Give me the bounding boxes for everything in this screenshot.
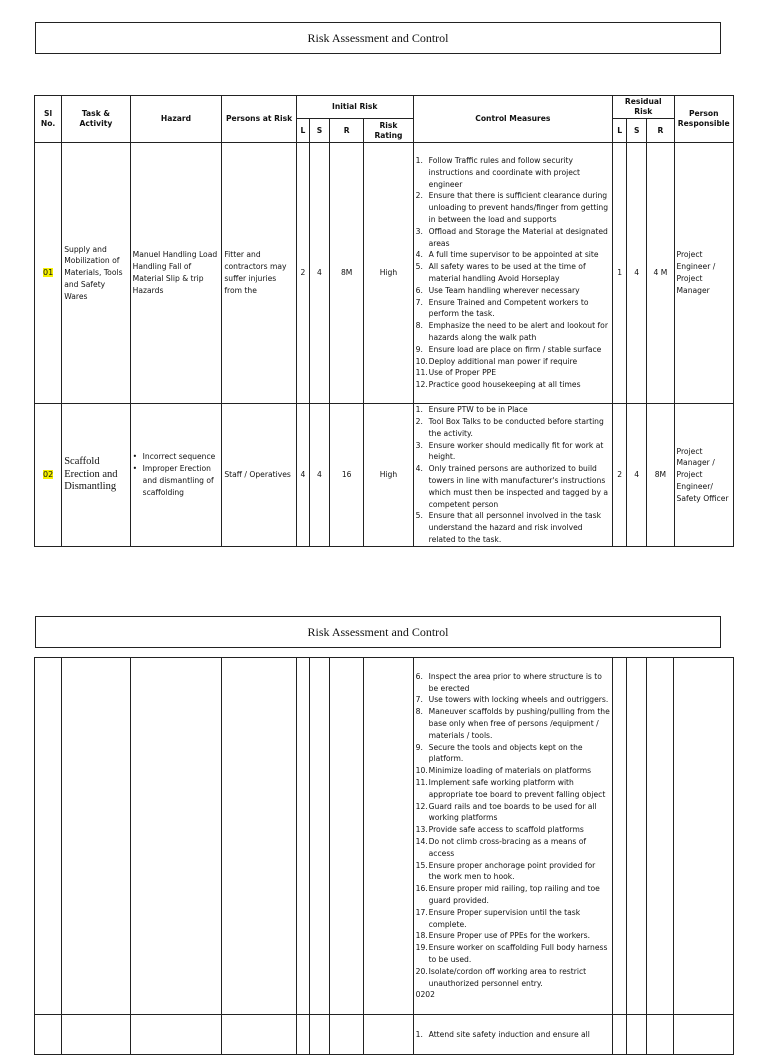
item-number: 9.	[415, 742, 423, 752]
control-measures-list	[416, 155, 610, 391]
list-item	[416, 379, 610, 391]
item-text: Guard rails and toe boards to be used for all working platforms	[428, 801, 597, 823]
item-number: 7.	[415, 695, 423, 705]
item-number: 3.	[415, 440, 423, 450]
list-item	[416, 1029, 610, 1041]
residual-l-cell	[613, 1015, 627, 1055]
initial-l-cell	[296, 1015, 309, 1055]
header-hazard: Hazard	[130, 96, 222, 143]
header-residual-risk: Residual Risk	[613, 96, 674, 119]
residual-r-cell	[647, 1015, 674, 1055]
sl-no-cell	[35, 143, 62, 404]
residual-r-cell: 8M	[647, 404, 674, 547]
item-text: Isolate/cordon off working area to restrict unauthorized personnel entry.	[428, 966, 587, 988]
header-row-1	[35, 96, 734, 119]
header-person-responsible: Person Responsible	[674, 96, 734, 143]
title-text: Risk Assessment and Control	[307, 624, 449, 639]
control-measures-cell	[413, 1015, 612, 1055]
persons-at-risk-cell	[222, 1015, 297, 1055]
list-item	[416, 440, 610, 464]
item-text: Ensure PTW to be in Place	[428, 405, 528, 415]
item-text: Ensure proper mid railing, top railing and toe guard provided.	[428, 884, 600, 905]
initial-s-cell	[309, 658, 329, 1015]
item-number: 2.	[415, 191, 423, 201]
list-item	[416, 801, 610, 825]
item-text: Ensure worker on scaffolding Full body harness to be used.	[428, 943, 608, 964]
item-number: 5.	[415, 511, 423, 521]
initial-r-cell	[330, 658, 364, 1015]
list-item	[416, 367, 610, 379]
item-number: 8.	[415, 321, 423, 331]
item-number: 15.	[415, 860, 428, 870]
item-text: Inspect the area prior to where structure is to be erected	[428, 671, 602, 693]
sl-no-cell	[35, 658, 62, 1015]
item-text: Minimize loading of materials on platforms	[428, 766, 592, 776]
residual-r-cell	[647, 658, 674, 1015]
list-item	[416, 694, 610, 706]
item-text: Use of Proper PPE	[428, 368, 497, 378]
list-item	[416, 404, 610, 416]
task-cell: Scaffold Erection and Dismantling	[62, 404, 130, 547]
residual-l-cell: 2	[613, 404, 627, 547]
list-item	[416, 510, 610, 545]
list-item	[416, 777, 610, 801]
page-title	[35, 22, 721, 54]
item-number: 7.	[415, 297, 423, 307]
list-item	[416, 190, 610, 225]
header-residual-l: L	[613, 119, 627, 143]
item-number: 6.	[415, 671, 423, 681]
item-number: 12.	[415, 801, 428, 811]
list-item	[416, 285, 610, 297]
item-text: Offload and Storage the Material at designated areas	[428, 226, 608, 248]
header-task-activity: Task & Activity	[62, 96, 130, 143]
item-number: 8.	[415, 707, 423, 717]
task-cell	[62, 658, 130, 1015]
risk-table-continued	[34, 657, 734, 1055]
control-measures-cell	[413, 658, 612, 1015]
item-number: 1.	[415, 405, 423, 415]
residual-l-cell: 1	[613, 143, 627, 404]
residual-s-cell	[627, 658, 647, 1015]
list-item	[416, 671, 610, 695]
item-number: 9.	[415, 344, 423, 354]
residual-s-cell: 4	[627, 404, 647, 547]
item-text: Tool Box Talks to be conducted before starting the activity.	[428, 417, 604, 438]
item-text: Incorrect sequence	[142, 452, 216, 462]
item-text: Ensure Proper supervision until the task complete.	[428, 907, 581, 929]
list-item	[416, 966, 610, 990]
item-number: 13.	[415, 825, 428, 835]
item-text: A full time supervisor to be appointed at site	[428, 250, 599, 260]
list-item	[133, 451, 220, 463]
header-sl-no: Sl No.	[35, 96, 62, 143]
table-row	[35, 143, 734, 404]
hazard-list	[133, 451, 220, 498]
item-text: Ensure Trained and Competent workers to perform the task.	[428, 297, 589, 319]
bullet-icon: •	[132, 464, 138, 474]
residual-l-cell	[613, 658, 627, 1015]
hazard-cell: Manuel Handling Load Handling Fall of Material Slip & trip Hazards	[130, 143, 222, 404]
control-measures-list	[416, 404, 610, 546]
item-number: 10.	[415, 356, 428, 366]
item-text: All safety wares to be used at the time of material handling Avoid Horseplay	[428, 262, 586, 283]
list-item	[416, 356, 610, 368]
header-initial-s: S	[309, 119, 329, 143]
list-item	[133, 463, 220, 498]
item-number: 2.	[415, 417, 423, 427]
list-item	[416, 907, 610, 931]
item-text: Practice good housekeeping at all times	[428, 380, 581, 390]
item-text: Use towers with locking wheels and outriggers.	[428, 695, 609, 705]
persons-at-risk-cell: Staff / Operatives	[222, 404, 297, 547]
list-item	[416, 155, 610, 190]
item-text: Implement safe working platform with appropriate toe board to prevent falling object	[428, 778, 606, 799]
persons-at-risk-cell: Fitter and contractors may suffer injuries from the	[222, 143, 297, 404]
list-item	[416, 824, 610, 836]
control-measures-list	[416, 1029, 610, 1041]
list-item	[416, 930, 610, 942]
header-residual-r: R	[647, 119, 674, 143]
footer-code: 0202	[415, 990, 435, 1000]
initial-s-cell: 4	[309, 143, 329, 404]
header-initial-r: R	[330, 119, 364, 143]
header-risk-rating: Risk Rating	[364, 119, 413, 143]
sl-no-highlight: 01	[43, 268, 54, 278]
list-item	[416, 261, 610, 285]
list-item	[416, 416, 610, 440]
item-text: Ensure worker should medically fit for work at height.	[428, 440, 604, 462]
hazard-cell	[130, 1015, 222, 1055]
item-number: 12.	[415, 380, 428, 390]
hazard-cell	[130, 404, 222, 547]
task-cell	[62, 1015, 130, 1055]
initial-l-cell: 2	[296, 143, 309, 404]
item-text: Attend site safety induction and ensure all	[428, 1029, 590, 1039]
item-text: Secure the tools and objects kept on the platform.	[428, 742, 583, 764]
control-measures-list	[416, 671, 610, 990]
residual-r-cell: 4 M	[647, 143, 674, 404]
risk-rating-cell: High	[364, 404, 413, 547]
item-number: 19.	[415, 943, 428, 953]
item-number: 1.	[415, 1029, 423, 1039]
risk-table	[34, 95, 734, 547]
residual-s-cell	[627, 1015, 647, 1055]
list-item	[416, 942, 610, 966]
list-item	[416, 249, 610, 261]
risk-rating-cell: High	[364, 143, 413, 404]
item-text: Deploy additional man power if require	[428, 356, 578, 366]
list-item	[416, 344, 610, 356]
control-measures-cell	[413, 404, 612, 547]
item-text: Do not climb cross-bracing as a means of access	[428, 837, 587, 858]
list-item	[416, 742, 610, 766]
person-responsible-cell	[674, 658, 734, 1015]
person-responsible-cell	[674, 1015, 734, 1055]
list-item	[416, 226, 610, 250]
item-text: Ensure load are place on firm / stable surface	[428, 344, 602, 354]
initial-l-cell: 4	[296, 404, 309, 547]
item-number: 16.	[415, 884, 428, 894]
list-item	[416, 860, 610, 884]
item-number: 17.	[415, 907, 428, 917]
item-text: Follow Traffic rules and follow security instructions and coordinate with project engineer	[428, 156, 581, 189]
initial-l-cell	[296, 658, 309, 1015]
table-row	[35, 658, 734, 1015]
title-text: Risk Assessment and Control	[307, 30, 449, 45]
item-text: Emphasize the need to be alert and lookout for hazards along the walk path	[428, 321, 608, 342]
header-control-measures: Control Measures	[413, 96, 612, 143]
header-persons-at-risk: Persons at Risk	[222, 96, 297, 143]
initial-r-cell: 8M	[330, 143, 364, 404]
risk-rating-cell	[364, 658, 413, 1015]
item-text: Ensure proper anchorage point provided for the work men to hook.	[428, 860, 596, 882]
sl-no-highlight: 02	[43, 470, 54, 480]
list-item	[416, 765, 610, 777]
task-cell: Supply and Mobilization of Materials, Tools and Safety Wares	[62, 143, 130, 404]
person-responsible-cell: Project Manager / Project Engineer/ Safety Officer	[674, 404, 734, 547]
item-number: 14.	[415, 837, 428, 846]
list-item	[416, 297, 610, 321]
initial-r-cell: 16	[330, 404, 364, 547]
control-measures-cell	[413, 143, 612, 404]
header-residual-s: S	[627, 119, 647, 143]
item-number: 11.	[415, 368, 428, 378]
item-text: Only trained persons are authorized to build towers in line with manufacturer's instructions which must then be inspected and tagged by a competent person	[428, 464, 609, 509]
item-number: 10.	[415, 766, 428, 776]
risk-rating-cell	[364, 1015, 413, 1055]
item-text: Ensure Proper use of PPEs for the workers.	[428, 931, 591, 941]
item-text: Maneuver scaffolds by pushing/pulling from the base only when free of persons /equipment / materials / tools.	[428, 707, 610, 740]
list-item	[416, 836, 610, 860]
item-number: 11.	[415, 778, 428, 788]
list-item	[416, 320, 610, 344]
item-text: Provide safe access to scaffold platforms	[428, 825, 584, 835]
bullet-icon: •	[132, 452, 138, 462]
header-initial-l: L	[296, 119, 309, 143]
item-text: Ensure that there is sufficient clearance during unloading to prevent hands/finger from getting in between the load and supports	[428, 191, 609, 225]
sl-no-cell	[35, 404, 62, 547]
list-item	[416, 463, 610, 510]
item-number: 6.	[415, 285, 423, 295]
item-text: Improper Erection and dismantling of scaffolding	[142, 464, 214, 497]
person-responsible-cell: Project Engineer / Project Manager	[674, 143, 734, 404]
hazard-cell	[130, 658, 222, 1015]
initial-r-cell	[330, 1015, 364, 1055]
item-number: 20.	[415, 966, 428, 976]
header-initial-risk: Initial Risk	[296, 96, 413, 119]
persons-at-risk-cell	[222, 658, 297, 1015]
list-item	[416, 706, 610, 741]
initial-s-cell: 4	[309, 404, 329, 547]
residual-s-cell: 4	[627, 143, 647, 404]
initial-s-cell	[309, 1015, 329, 1055]
item-number: 4.	[415, 250, 423, 260]
item-number: 1.	[415, 156, 423, 166]
item-text: Ensure that all personnel involved in the task understand the hazard and risk involved related to the task.	[428, 511, 602, 544]
page-title-continued	[35, 616, 721, 648]
table-row	[35, 404, 734, 547]
item-text: Use Team handling wherever necessary	[428, 285, 580, 295]
item-number: 3.	[415, 226, 423, 236]
table-row	[35, 1015, 734, 1055]
item-number: 18.	[415, 931, 428, 941]
item-number: 4.	[415, 464, 423, 474]
sl-no-cell	[35, 1015, 62, 1055]
list-item	[416, 883, 610, 907]
item-number: 5.	[415, 262, 423, 272]
